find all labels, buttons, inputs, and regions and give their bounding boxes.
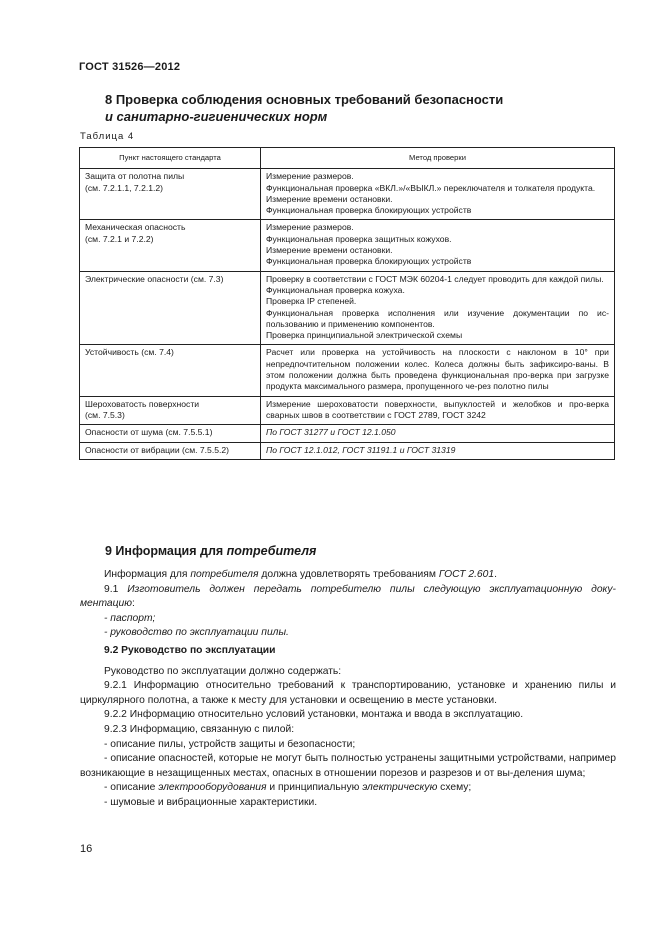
method-line: Функциональная проверка защитных кожухов. [266,233,452,244]
section-9-title [105,544,316,558]
table-cell-method [261,425,615,442]
item-line: Шероховатость поверхности [85,398,200,409]
method-line: Функциональная проверка кожуха. [266,284,405,295]
method-line: По ГОСТ 12.1.012, ГОСТ 31191.1 и ГОСТ 31319 [266,444,456,455]
table-row [80,442,615,459]
text: потребителя [190,569,259,580]
text: Изготовитель должен передать потребителю пилы следующую эксплуатационную доку-ментацию [80,583,616,610]
text: : [132,598,135,610]
document-header: ГОСТ 31526—2012 [79,61,181,73]
table-cell-method [261,442,615,459]
table-row [80,169,615,220]
text: ГОСТ 2.601 [438,569,495,580]
item-line: Опасности от шума (см. 7.5.5.1) [85,427,213,438]
text: . [494,569,497,580]
table-cell-item [80,396,261,425]
method-line: Функциональная проверка «ВКЛ.»/«ВЫКЛ.» переключателя и толкателя продукта. [266,182,596,193]
table-cell-method [261,345,615,396]
list-item: - паспорт; [104,612,156,624]
method-line: Измерение размеров. [266,171,354,182]
table-cell-item [80,425,261,442]
table-header-row [80,148,615,169]
text: Информация для [104,569,191,580]
table-cell-method [261,396,615,425]
method-line: Проверку в соответствии с ГОСТ МЭК 60204-1 следует проводить для каждой пилы. [266,273,604,284]
paragraph: Руководство по эксплуатации должно содержать: [104,665,342,677]
method-line: Измерение времени остановки. [266,245,393,256]
method-line: Проверка принципиальной электрической схемы [266,330,463,341]
item-line: (см. 7.2.1.1, 7.2.1.2) [85,182,164,193]
column-header-item: Пункт настоящего стандарта [80,148,261,169]
method-line: Расчет или проверка на устойчивость на плоскости с наклоном в 10° при непредпочтительном положении колес. Колеса должны быть зафиксиро-ваны. В этом положении должна быть проведена функциональная про-верка при загрузке продукта максимального размера, пропущенного че-рез полотно пилы [266,347,609,392]
item-line: (см. 7.5.3) [85,409,125,420]
item-line: Электрические опасности (см. 7.3) [85,273,224,284]
text: и принципиальную [266,782,363,794]
list-item [80,781,616,796]
item-line: (см. 7.2.1 и 7.2.2) [85,233,154,244]
table-row [80,396,615,425]
table-cell-item [80,220,261,271]
text: - описание [104,782,159,794]
section-9-body [80,568,616,641]
method-line: Функциональная проверка блокирующих устройств [266,256,472,267]
table-row [80,220,615,271]
table-cell-item [80,345,261,396]
table-cell-method [261,220,615,271]
table-cell-method [261,169,615,220]
text: должна удовлетворять требованиям [258,569,439,580]
table-row [80,271,615,345]
method-line: Функциональная проверка блокирующих устройств [266,205,472,216]
subsection-title: 9.2 Руководство по эксплуатации [104,645,276,656]
table-cell-item [80,169,261,220]
table-cell-item [80,442,261,459]
section-8-title-line2: и санитарно-гигиенических норм [105,109,328,124]
paragraph: 9.2.1 Информацию относительно требований к транспортированию, установке и хранению пилы и циркулярного полотна, а также к месту для установки и освещению в месте установки. [80,680,616,706]
table-4 [79,147,615,460]
table-row [80,345,615,396]
item-line: Устойчивость (см. 7.4) [85,347,174,358]
table-row [80,425,615,442]
table-caption: Таблица 4 [80,131,135,142]
text: электрооборудования [158,782,267,794]
table-cell-item [80,271,261,345]
list-item: - руководство по эксплуатации пилы. [104,627,289,639]
list-item: - описание пилы, устройств защиты и безопасности; [104,738,356,750]
text: 9.1 [104,583,128,595]
paragraph: 9.2.2 Информацию относительно условий установки, монтажа и ввода в эксплуатацию. [104,709,524,721]
page-number: 16 [80,843,93,855]
text: схему; [437,782,472,794]
section-9-title-italic: потребителя [226,544,317,558]
method-line: Проверка IP степеней. [266,296,357,307]
list-item: - шумовые и вибрационные характеристики. [104,796,318,808]
section-9-title-text: 9 Информация для [105,544,227,558]
method-line: Измерение размеров. [266,222,354,233]
section-8-title [105,91,503,125]
section-8-title-line1: 8 Проверка соблюдения основных требований безопасности [105,92,504,107]
column-header-method: Метод проверки [261,148,615,169]
paragraph: 9.2.3 Информацию, связанную с пилой: [104,723,295,735]
method-line: Измерение времени остановки. [266,193,393,204]
table-cell-method [261,271,615,345]
method-line: Функциональная проверка исполнения или изучение документации по ис-пользованию и применению компонентов. [266,307,609,329]
method-line: Измерение шероховатости поверхности, выпуклостей и желобков и про-верка сварных швов в соответствии с ГОСТ 2789, ГОСТ 3242 [266,398,609,420]
item-line: Механическая опасность [85,222,186,233]
paragraph [80,568,616,583]
section-9-2 [80,644,616,811]
paragraph [80,583,616,612]
list-item: - описание опасностей, которые не могут быть полностью устранены защитными устройствами, например возникающие в незащищенных местах, опасных в отношении порезов и разрезов и от вы-деления шума; [80,753,616,779]
item-line: Опасности от вибрации (см. 7.5.5.2) [85,444,230,455]
method-line: По ГОСТ 31277 и ГОСТ 12.1.050 [266,427,396,438]
item-line: Защита от полотна пилы [85,171,185,182]
text: электрическую [362,782,438,794]
